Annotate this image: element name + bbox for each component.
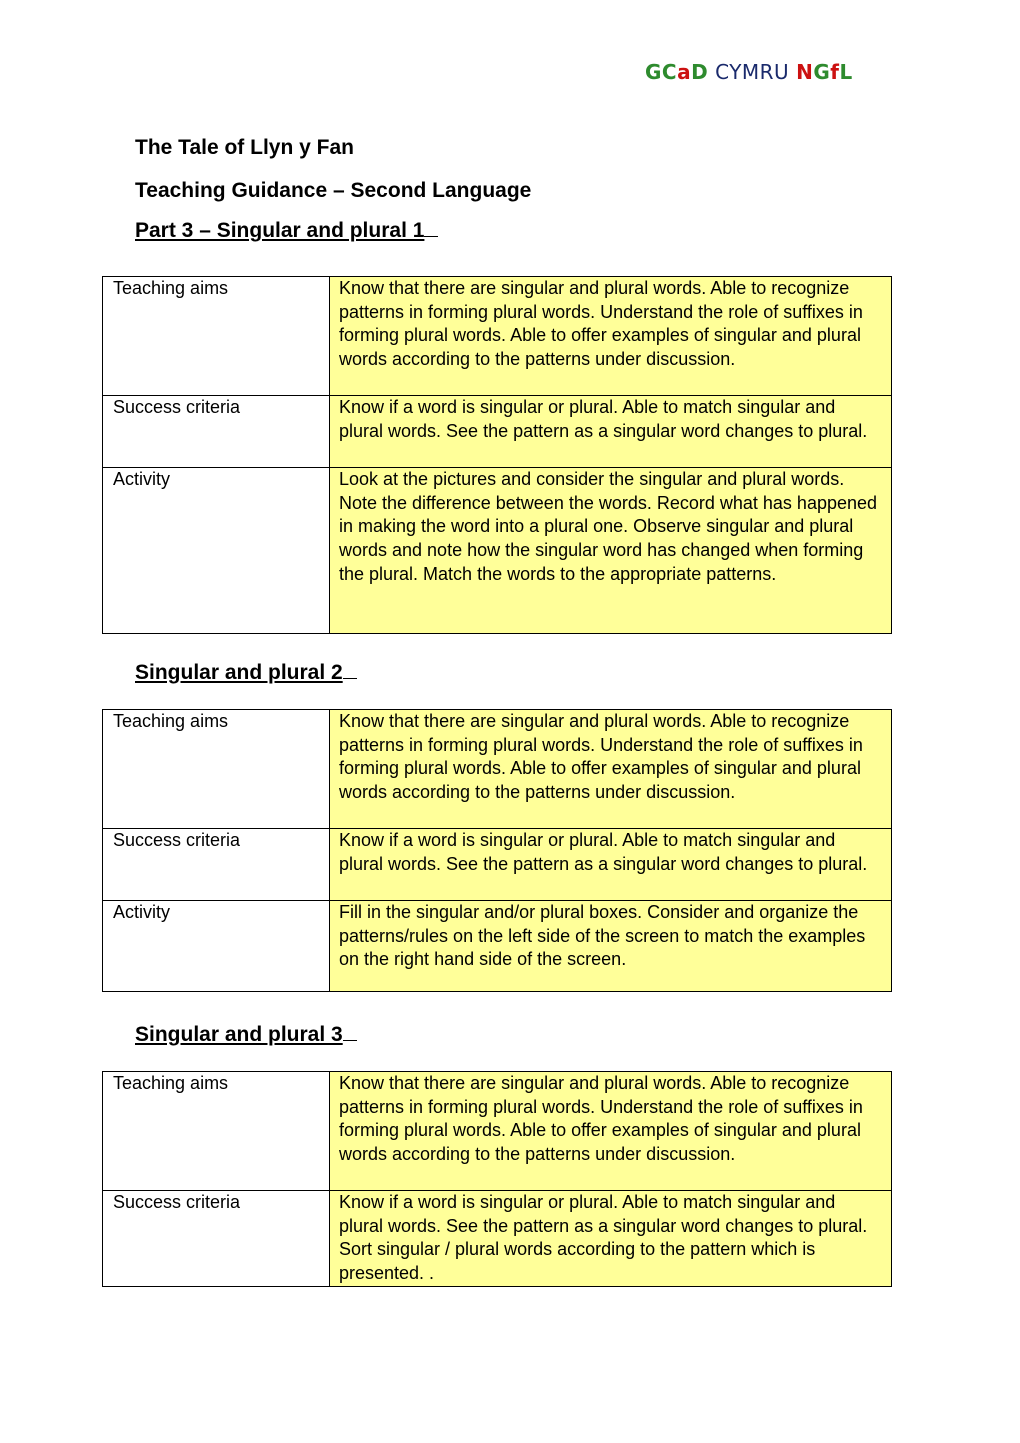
row-content: Know if a word is singular or plural. Able to match singular and plural words. See the pattern as a singular word changes to plural. <box>330 829 892 901</box>
row-label: Success criteria <box>103 1191 330 1287</box>
section-heading-2: Singular and plural 2 <box>135 660 357 685</box>
section-heading-1: Part 3 – Singular and plural 1 <box>135 218 438 243</box>
row-content: Know if a word is singular or plural. Able to match singular and plural words. See the pattern as a singular word changes to plural. <box>330 396 892 468</box>
row-content: Know that there are singular and plural words. Able to recognize patterns in forming plural words. Understand the role of suffixes in forming plural words. Able to offer examples of singular and plural words according to the patterns under discussion. <box>330 277 892 396</box>
page-title: The Tale of Llyn y Fan <box>135 136 354 159</box>
gcad-cymru-ngfl-logo: GCaD CYMRU NGfL <box>645 60 853 84</box>
table-row <box>103 468 892 634</box>
row-label: Activity <box>103 901 330 992</box>
row-label: Success criteria <box>103 829 330 901</box>
row-content: Know that there are singular and plural words. Able to recognize patterns in forming plural words. Understand the role of suffixes in forming plural words. Able to offer examples of singular and plural words according to the patterns under discussion. <box>330 1072 892 1191</box>
row-content: Know that there are singular and plural words. Able to recognize patterns in forming plural words. Understand the role of suffixes in forming plural words. Able to offer examples of singular and plural words according to the patterns under discussion. <box>330 710 892 829</box>
row-label: Teaching aims <box>103 1072 330 1191</box>
table-row <box>103 829 892 901</box>
guidance-table-1 <box>102 276 892 634</box>
table-row <box>103 901 892 992</box>
guidance-table-3 <box>102 1071 892 1287</box>
row-label: Activity <box>103 468 330 634</box>
guidance-table-2 <box>102 709 892 992</box>
table-row <box>103 396 892 468</box>
row-label: Teaching aims <box>103 277 330 396</box>
row-content: Fill in the singular and/or plural boxes. Consider and organize the patterns/rules on the left side of the screen to match the examples on the right hand side of the screen. <box>330 901 892 992</box>
table-row <box>103 277 892 396</box>
table-row <box>103 1072 892 1191</box>
page-subtitle: Teaching Guidance – Second Language <box>135 179 532 202</box>
row-content: Know if a word is singular or plural. Able to match singular and plural words. See the pattern as a singular word changes to plural. Sort singular / plural words according to the pattern which is presented. . <box>330 1191 892 1287</box>
table-row <box>103 1191 892 1287</box>
row-label: Success criteria <box>103 396 330 468</box>
table-row <box>103 710 892 829</box>
section-heading-3: Singular and plural 3 <box>135 1022 357 1047</box>
row-content: Look at the pictures and consider the singular and plural words. Note the difference between the words. Record what has happened in making the word into a plural one. Observe singular and plural words and note how the singular word has changed when forming the plural. Match the words to the appropriate patterns. <box>330 468 892 634</box>
row-label: Teaching aims <box>103 710 330 829</box>
